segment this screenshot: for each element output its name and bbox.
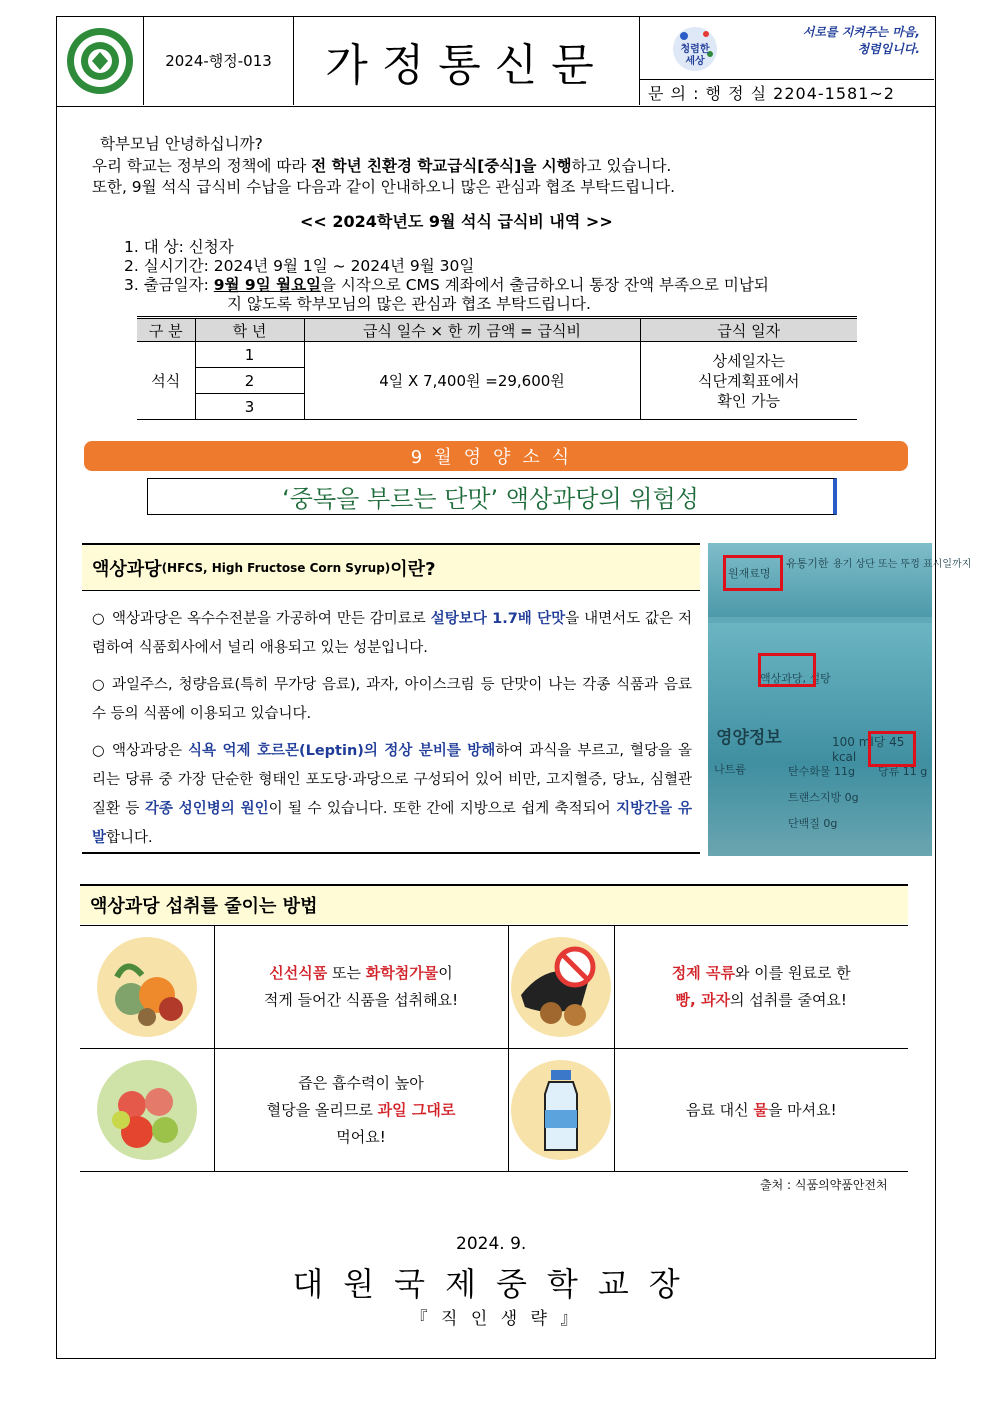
th-grade: 학 년 — [195, 318, 304, 342]
slogan-line2: 청렴입니다. — [857, 42, 920, 56]
th-amount: 급식 일수 × 한 끼 금액 = 급식비 — [304, 318, 640, 342]
source-note: 출처 : 식품의약품안전처 — [760, 1178, 888, 1192]
header — [56, 16, 936, 107]
nutrition-label-photo: 원재료명 유통기한 용기 상단 또는 뚜껑 표시일까지 액상과당, 설탕 영양정보 100 ml당 45 kcal 당류 11 g 나트륨 탄수화물 11g 트랜스지방 0g 단백질 0g — [708, 543, 932, 856]
school-logo — [56, 16, 144, 105]
fee-heading: << 2024학년도 9월 석식 급식비 내역 >> — [300, 212, 613, 231]
date-cell: 상세일자는 식단계획표에서 확인 가능 — [640, 342, 857, 420]
way-1-text: 신선식품 또는 화학첨가물이 적게 들어간 식품을 섭취해요! — [214, 926, 508, 1049]
grade-1: 1 — [195, 342, 304, 368]
nutrition-title: ‘중독을 부르는 단맛’ 액상과당의 위험성 — [147, 478, 837, 515]
amount-cell: 4일 X 7,400원 =29,600원 — [304, 342, 640, 420]
nutrition-bar: 9월영양소식 — [84, 441, 908, 471]
paragraph-2: ○ 과일주스, 청량음료(특히 무가당 음료), 과자, 아이스크림 등 단맛이 나는 각종 식품과 음료수 등의 식품에 이용되고 있습니다. — [92, 677, 692, 722]
intro-line3: 또한, 9월 석식 급식비 수납을 다음과 같이 안내하오니 많은 관심과 협조 부탁드립니다. — [92, 178, 675, 196]
integrity-logo — [670, 24, 720, 74]
fee-table — [137, 316, 857, 420]
water-bottle-icon — [508, 1049, 614, 1172]
th-date: 급식 일자 — [640, 318, 857, 342]
greeting: 학부모님 안녕하십니까? — [100, 135, 263, 153]
principal-name: 대원국제중학교장 — [292, 1265, 700, 1303]
svg-text:세상: 세상 — [685, 56, 705, 67]
grade-2: 2 — [195, 368, 304, 394]
issue-date: 2024. 9. — [456, 1234, 527, 1254]
fee-item2: 2. 실시기간: 2024년 9월 1일 ~ 2024년 9월 30일 — [124, 257, 475, 275]
fruit-icon — [80, 1049, 214, 1172]
way-3-text: 즙은 흡수력이 높아 혈당을 올리므로 과일 그대로 먹어요! — [214, 1049, 508, 1172]
doc-number: 2024-행정-013 — [144, 16, 294, 105]
grade-3: 3 — [195, 394, 304, 420]
way-4-text: 음료 대신 물을 마셔요! — [614, 1049, 908, 1172]
fee-item3: 3. 출금일자: 9월 9일 월요일을 시작으로 CMS 계좌에서 출금하오니 통장 잔액 부족으로 미납되 — [124, 276, 769, 294]
no-bread-icon — [508, 926, 614, 1049]
fee-item3-cont: 지 않도록 학부모님의 많은 관심과 협조 부탁드립니다. — [227, 295, 591, 313]
intro-line2: 우리 학교는 정부의 정책에 따라 전 학년 친환경 학교급식[중식]을 시행하고 있습니다. — [92, 157, 672, 175]
fee-item1: 1. 대 상: 신청자 — [124, 238, 234, 256]
paragraph-3: ○ 액상과당은 식욕 억제 호르몬(Leptin)의 정상 분비를 방해하여 과식을 부르고, 혈당을 올리는 당류 중 가장 단순한 형태인 포도당·과당으로 구성되어 있어 비만, 고지혈증, 당뇨, 심혈관 질환 등 각종 성인병의 원인이 될 수 있습니다. 또한 간에 지방으로 쉽게 축적되어 지방간을 유발합니다. — [92, 743, 692, 846]
vegetables-icon — [80, 926, 214, 1049]
contact-info: 문 의 : 행 정 실 2204-1581~2 — [640, 79, 934, 105]
th-category: 구 분 — [137, 318, 195, 342]
doc-title: 가정통신문 — [294, 16, 640, 105]
paragraph-1: ○ 액상과당은 옥수수전분을 가공하여 만든 감미료로 설탕보다 1.7배 단맛을 내면서도 값은 저렴하여 식품회사에서 널리 애용되고 있는 성분입니다. — [92, 611, 692, 656]
seal-omitted: 『 직 인 생 략 』 — [410, 1309, 582, 1329]
section1-heading: 액상과당 (HFCS, High Fructose Corn Syrup) 이란? — [82, 543, 700, 591]
section1-rule — [82, 852, 700, 854]
category-cell: 석식 — [137, 342, 195, 420]
way-2-text: 정제 곡류와 이를 원료로 한 빵, 과자의 섭취를 줄여요! — [614, 926, 908, 1049]
ways-table — [80, 925, 908, 1172]
svg-text:청렴한: 청렴한 — [680, 44, 710, 55]
slogan-line1: 서로를 지켜주는 마음, — [802, 25, 920, 39]
section2-heading: 액상과당 섭취를 줄이는 방법 — [80, 884, 908, 924]
